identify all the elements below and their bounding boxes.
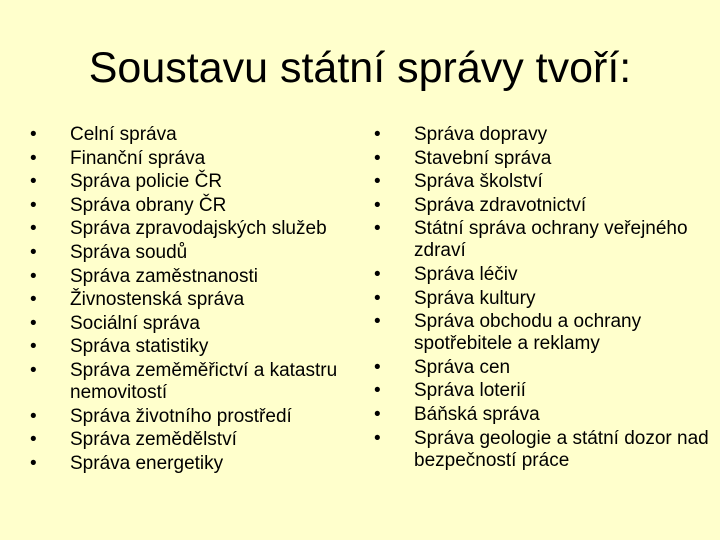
- list-item: [374, 218, 714, 262]
- list-item-label: Celní správa: [70, 124, 177, 145]
- list-item: [374, 357, 714, 379]
- list-item: [30, 289, 360, 311]
- list-item: [374, 264, 714, 286]
- slide-title: Soustavu státní správy tvoří:: [88, 44, 632, 92]
- list-item-label: Správa zdravotnictví: [414, 194, 587, 216]
- list-item: [374, 380, 714, 402]
- list-item: [30, 336, 360, 358]
- list-item-label: Správa zpravodajských služeb: [70, 218, 327, 240]
- bullet-icon: •: [30, 124, 37, 145]
- list-item-label: Správa léčiv: [414, 263, 518, 285]
- list-item: [30, 171, 360, 193]
- list-item-label: Báňská správa: [414, 403, 540, 425]
- bullet-icon: •: [30, 171, 37, 193]
- list-item-label: Správa policie ČR: [70, 171, 223, 193]
- bullet-icon: •: [30, 218, 37, 240]
- list-item-label: Státní správa ochrany veřejného zdraví: [414, 218, 688, 262]
- list-item-label: Správa cen: [414, 356, 511, 378]
- list-item: [374, 148, 714, 170]
- bullet-icon: •: [30, 194, 37, 216]
- list-item: [30, 406, 360, 428]
- bullet-icon: •: [374, 380, 381, 402]
- bullet-icon: •: [30, 241, 37, 263]
- list-item-label: Správa zaměstnanosti: [70, 265, 258, 287]
- list-item-label: Správa kultury: [414, 287, 536, 309]
- bullet-icon: •: [30, 359, 37, 381]
- list-item: [30, 429, 360, 451]
- left-bullet-list: [30, 124, 360, 476]
- bullet-icon: •: [374, 427, 381, 449]
- bullet-icon: •: [30, 289, 37, 311]
- list-item-label: Správa zeměměřictví a katastru nemovitostí: [70, 359, 338, 403]
- list-item-label: Správa loterií: [414, 380, 526, 402]
- bullet-icon: •: [374, 311, 381, 333]
- list-item-label: Správa životního prostředí: [70, 405, 292, 427]
- list-item-label: Správa energetiky: [70, 452, 224, 474]
- list-item-label: Sociální správa: [70, 312, 200, 334]
- list-item: [374, 171, 714, 193]
- bullet-icon: •: [30, 312, 37, 334]
- bullet-icon: •: [374, 124, 381, 145]
- list-item-label: Správa školství: [414, 171, 543, 193]
- list-item: [30, 148, 360, 170]
- list-item-label: Správa zemědělství: [70, 429, 237, 451]
- list-item-label: Správa soudů: [70, 241, 188, 263]
- bullet-icon: •: [30, 452, 37, 474]
- right-bullet-list: [374, 124, 714, 473]
- list-item-label: Správa geologie a státní dozor nad bezpečností práce: [414, 427, 709, 471]
- list-item: [30, 124, 360, 146]
- list-item: [30, 266, 360, 288]
- list-item: [374, 311, 714, 355]
- bullet-icon: •: [30, 147, 37, 169]
- list-item-label: Správa statistiky: [70, 336, 209, 358]
- bullet-icon: •: [30, 336, 37, 358]
- list-item: [374, 428, 714, 472]
- list-item: [30, 453, 360, 475]
- bullet-icon: •: [374, 171, 381, 193]
- bullet-icon: •: [30, 429, 37, 451]
- list-item-label: Správa obrany ČR: [70, 194, 227, 216]
- list-item: [374, 195, 714, 217]
- bullet-icon: •: [374, 356, 381, 378]
- list-item-label: Finanční správa: [70, 147, 206, 169]
- list-item-label: Stavební správa: [414, 147, 552, 169]
- list-item: [30, 313, 360, 335]
- list-item: [374, 288, 714, 310]
- bullet-icon: •: [374, 263, 381, 285]
- list-item: [30, 195, 360, 217]
- list-item: [30, 360, 360, 404]
- bullet-icon: •: [30, 265, 37, 287]
- bullet-icon: •: [374, 403, 381, 425]
- list-item: [374, 404, 714, 426]
- bullet-icon: •: [374, 147, 381, 169]
- list-item-label: Správa dopravy: [414, 124, 548, 145]
- bullet-icon: •: [374, 218, 381, 240]
- bullet-icon: •: [374, 194, 381, 216]
- list-item-label: Správa obchodu a ochrany spotřebitele a reklamy: [414, 311, 642, 355]
- list-item-label: Živnostenská správa: [70, 289, 245, 311]
- list-item: [30, 242, 360, 264]
- list-item: [30, 218, 360, 240]
- list-item: [374, 124, 714, 146]
- bullet-icon: •: [374, 287, 381, 309]
- bullet-icon: •: [30, 405, 37, 427]
